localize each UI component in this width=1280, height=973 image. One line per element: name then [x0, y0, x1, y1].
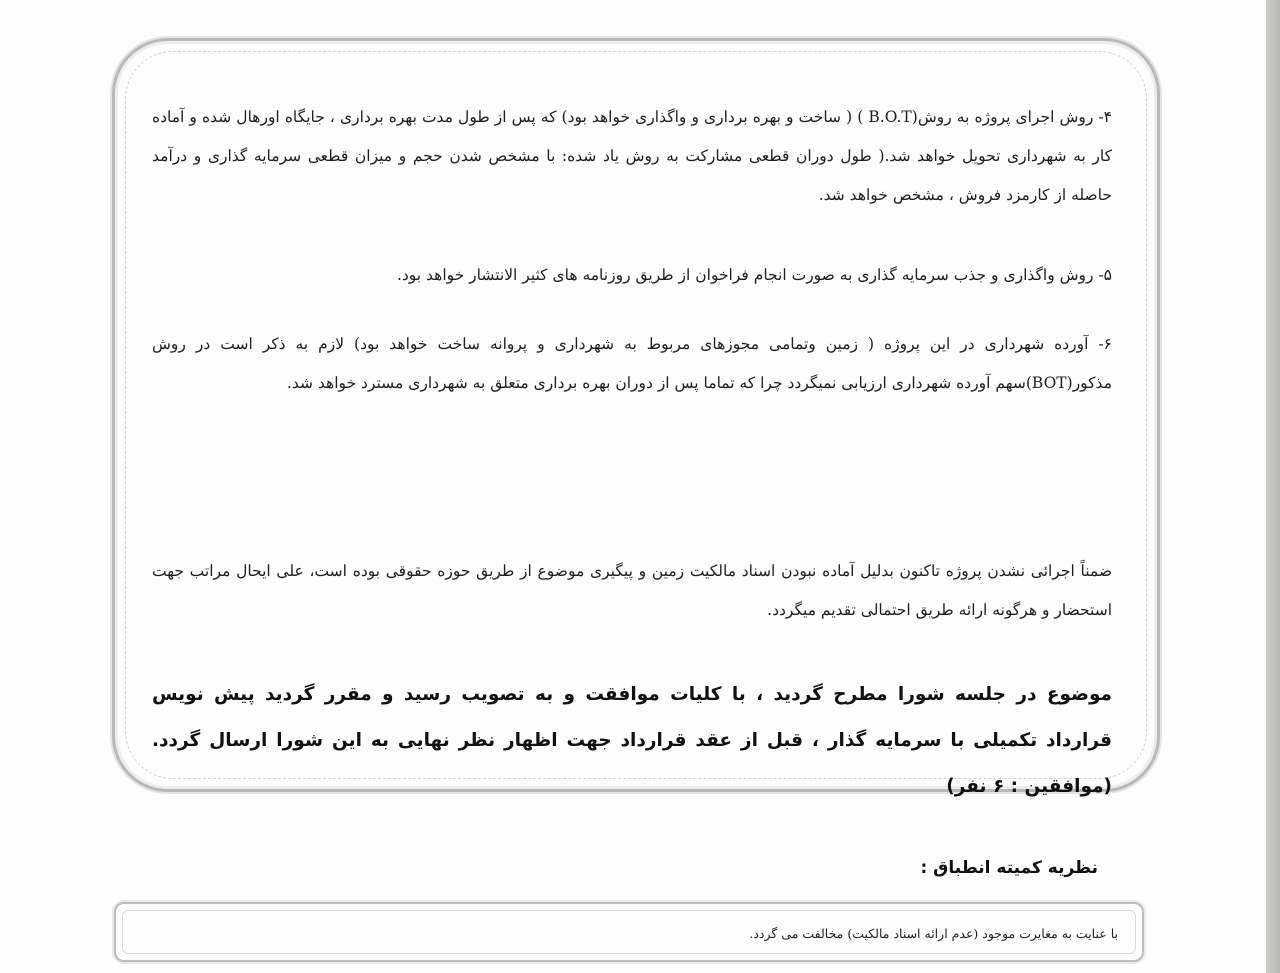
- page-edge-shadow: [1266, 0, 1280, 973]
- council-decision: موضوع در جلسه شورا مطرح گردید ، با کلیات موافقت و به تصویب رسید و مقرر گردید پیش نویس قرارداد تکمیلی با سرمایه گذار ، قبل از عقد قرارداد جهت اظهار نظر نهایی به این شورا ارسال گردد. (موافقین : ۶ نفر): [152, 684, 1112, 797]
- committee-heading: نظریه کمیته انطباق :: [920, 858, 1098, 878]
- paragraph-5-assignment-method: ۵- روش واگذاری و جذب سرمایه گذاری به صورت انجام فراخوان از طریق روزنامه های کثیر الانتشار خواهد بود.: [396, 266, 1112, 284]
- committee-opinion-text: با عنایت به مغایرت موجود (عدم ارائه اسناد مالکیت) مخالفت می گردد.: [749, 926, 1118, 941]
- committee-opinion-box: [114, 902, 1144, 962]
- paragraph-6-municipality-contribution: ۶- آورده شهرداری در این پروژه ( زمین وتمامی مجوزهای مربوط به شهرداری و پروانه ساخت خواهد بود) لازم به ذکر است در روش مذکور(BOT)سهم آورده شهرداری ارزیابی نمیگردد چرا که تماما پس از دوران بهره برداری متعلق به شهرداری مسترد خواهد شد.: [152, 335, 1112, 392]
- paragraph-4-execution-method: ۴- روش اجرای پروژه به روش(B.O.T ) ( ساخت و بهره برداری و واگذاری خواهد بود) که پس از طول مدت بهره برداری ، جایگاه اورهال شده و آماده کار به شهرداری تحویل خواهد شد.( طول دوران قطعی مشارکت به روش یاد شده: با مشخص شدن حجم و میزان قطعی سرمایه گذاری و درآمد حاصله از کارمزد فروش ، مشخص خواهد شد.: [152, 108, 1112, 204]
- additional-note: ضمناً اجرائی نشدن پروژه تاکنون بدلیل آماده نبودن اسناد مالکیت زمین و پیگیری موضوع از طریق حوزه حقوقی بوده است، علی ایحال مراتب جهت استحضار و هرگونه ارائه طریق احتمالی تقدیم میگردد.: [152, 562, 1112, 619]
